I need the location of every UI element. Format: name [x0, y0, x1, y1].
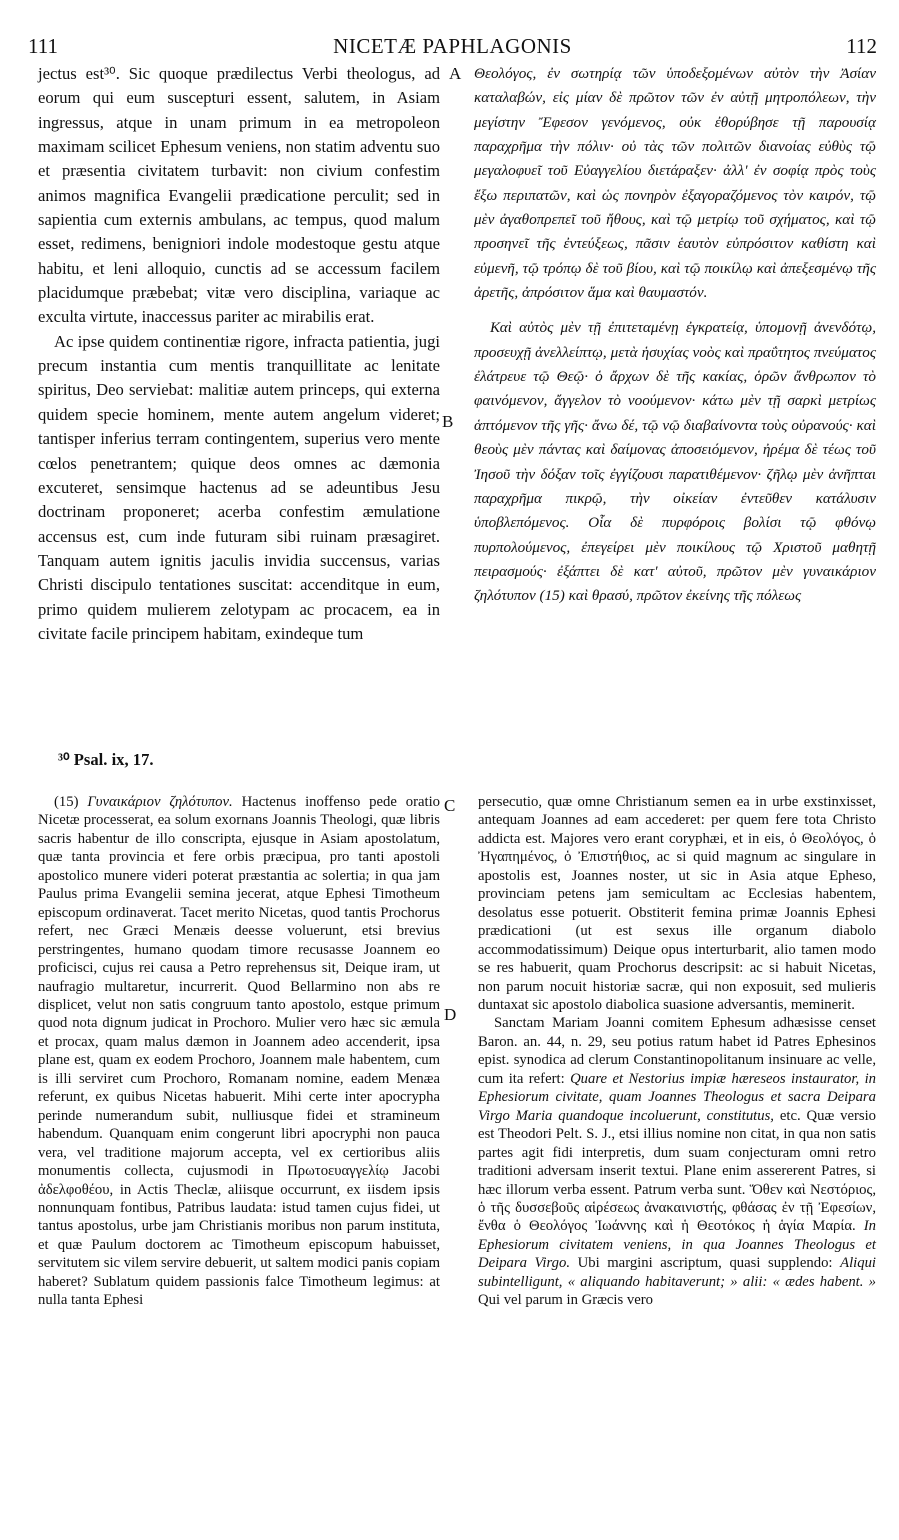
commentary-right-column	[478, 793, 876, 1310]
right-page-number: 112	[846, 34, 877, 58]
commentary-text-a: Sanctam Mariam Joanni comitem Ephesum adhæsisse censet Baron. an. 44, n. 29, seu potius ratum habet id Patres Ephesinos epist. synodica ad clerum Constantinopolitanum insinuare ac velle, cum ita refert:	[478, 1015, 876, 1087]
greek-text-column	[474, 62, 876, 609]
commentary-text-c: Ubi margini ascriptum, quasi supplendo:	[577, 1255, 833, 1272]
margin-marker-d: D	[444, 1005, 457, 1024]
footnote: ³⁰ Psal. ix, 17.	[58, 750, 154, 769]
note-lemma: Γυναικάριον ζηλότυπον.	[87, 794, 233, 810]
commentary-text-b: etc. Quæ versio est Theodori Pelt. S. J., etsi illius nomine non citat, in qua non satis partes agit fidi interpretis, dum suam conjecturam omni retro traditioni adversam inserit textui. Plane enim assererent Patres, si hæc illorum verba essent. Patrum verba sunt. Ὅθεν καὶ Νεστόριος, ὁ τῆς δυσσεβοῦς αἱρέσεως ἀνακαινιστής, φθάσας ἐν τῇ Ἐφεσίων, ἔνθα ὁ Θεολόγος Ἰωάννης καὶ ἡ Θεοτόκος ἡ ἁγία Μαρία.	[478, 1107, 877, 1235]
margin-marker-c: C	[444, 796, 456, 815]
latin-translation-column	[38, 62, 440, 646]
margin-marker-a: A	[449, 64, 462, 83]
note-text: Hactenus inoffenso pede oratio Nicetæ processerat, ea solum exornans Joannis Theologi, quæ libris sacris habentur de illo conscripta, ejusque in Asiam apostolatum, quæ tanta provincia et fere orbis præcipua, pro tanti apostoli apostolico munere videri poterat præstantia ac solertia; in qua jam Paulus prima Evangelii semina jecerat, atque Ephesi Timotheum episcopum ordinaverat. Tacet merito Nicetas, quod tantis Prochorus refert, nec Græci Menæis deesse voluerunt, etsi brevius perstringentes, humano quodam timore recusasse Joannem eo proficisci, cujus rei causa a Petro reprehensus sit, Deique iram, ut naufragio multaretur, incurrerit. Quod Bellarmino non abs re displicet, velut non satis congruum tanto apostolo, estque primum quod nota dignum judicat in Prochoro. Mulier vero hæc sic æmula et procax, quam malus dæmon in Joannem adeo accenderit, ipsa plane est, quam ex eodem Prochoro, Joannem male habentem, cum is illi serviret cum Prochoro, Romanam nomine, eadem Menæa referunt, ex quibus Nicetas habuerit. Mihi certe inter apocrypha perinde numerandum subit, nulliusque fidei et stramineum habendum. Quanquam enim congerunt libri apocryphi non pauca vera, vel traditione majorum accepta, vel ex certioribus aliis monumentis collecta, cujusmodi in Πρωτοευαγγελίῳ Jacobi ἀδελφοθέου, in Actis Theclæ, aliisque occurrunt, ex iisdem ipsis nonnunquam fontibus, Patribus laudata: istud tamen cujus fidei, ut tantus apostolus, urbe jam Christianis moribus non parum instituta, et quæ Paulum doctorem ac Timotheum episcopum habuisset, servitutem sic vilem servire debuerit, ut saltem modici panis copiam haberet? Sublatum quidem passionis falce Timotheum legimus: at nulla tanta Ephesi	[38, 794, 440, 1309]
commentary-paragraph-1: persecutio, quæ omne Christianum semen ea in urbe exstinxisset, antequam Joannes ad eam accederet: per quem fere tota Christo addicta est. Majores vero erant coryphæi, et in eis, ὁ Θεολόγος, ὁ Ἠγαπημένος, ὁ Ἐπιστήθιος, ac si quid magnum ac singulare in apostolis est, Joannes noster, ut sic in Asia atque Epheso, provinciam petens jam semicultam ac Ecclesias habentem, desolatus esse potuerit. Obstiterit femina primæ Joannis Ephesi prædicationi (ut est sexus ille organum diabolo accommodatissimum) Deique opus interturbarit, alio tamen modo se res habuerit, quam Prochorus descripsit: ac si habuit Nicetas, non parum nocuit historiæ sacræ, qui non exposuit, sed mulieris duntaxat sic apostolo diabolica suasione adversantis, meminerit.	[478, 794, 876, 1013]
margin-marker-b: B	[442, 412, 454, 431]
greek-paragraph-1: Θεολόγος, ἐν σωτηρίᾳ τῶν ὑποδεξομένων αὐτὸν τὴν Ἀσίαν καταλαβών, εἰς μίαν δὲ πρῶτον τῶν ἐν αὐτῇ μητροπόλεων, τὴν μεγίστην Ἔφεσον γενόμενος, οὐκ ἐθορύβησε τῇ παρουσίᾳ παραχρῆμα τὴν πόλιν· οὐ τὰς τῶν πολιτῶν διανοίας εὐθὺς τῷ μεγαλοφυεῖ τοῦ Εὐαγγελίου διετάραξεν· ἀλλ' ἐν σοφίᾳ πρὸς τοὺς ἔξω περιπατῶν, καὶ ὡς πονηρὸν ἐξαγοραζόμενος τὸν καιρόν, τῷ μὲν ἀγαθοπρεπεῖ τοῦ ἤθους, καὶ τῷ μετρίῳ τοῦ σχήματος, καὶ τῷ προσηνεῖ τῆς ἐντεύξεως, πᾶσιν ἑαυτὸν εὐπρόσιτον καθίστη καὶ εὐμενῆ, τῷ τρόπῳ δὲ τοῦ βίου, καὶ τῷ ποικίλῳ καὶ ἀπεξεσμένῳ τῆς ἀρετῆς, ἀπρόσιτον ἅμα καὶ θαυμαστόν.	[474, 65, 876, 302]
commentary-quote-1: Quare et Nestorius impiæ hæreseos instaurator, in Ephesiorum civitate, quam Joannes Theologus et sacra Deipara Virgo Maria quandoque incoluerunt, constitutus,	[478, 1070, 876, 1124]
latin-paragraph-2: Ac ipse quidem continentiæ rigore, infracta patientia, jugi precum instantia cum mentis tranquillitate ac lenitate spiritus, Deo serviebat: malitiæ autem princeps, qui externa quidem specie hominem, mente autem angelum videret; tantisper inferius terram contingentem, superius vero mente cœlos penetrantem; quique deos omnes ac dæmonia excuteret, sensimque hactenus ad se adeuntibus Jesu doctrinam proponeret; acerba confestim æmulatione accensus est, cum inde futuram sibi ruinam præsagiret. Tanquam autem ignitis jaculis invidia succensus, varias Christi discipulo tentationes suscitat: accenditque in eum, primo quidem mulierem zelotypam ac procacem, ea in civitate facile principem habitam, exindeque tum	[38, 331, 440, 643]
commentary-quote-3: Aliqui subintelligunt, « aliquando habitaverunt; » alii: « ædes habent. »	[478, 1255, 876, 1290]
commentary-left-column	[38, 793, 440, 1310]
commentary-text-d: Qui vel parum in Græcis vero	[478, 1292, 653, 1309]
left-page-number: 111	[28, 34, 58, 58]
latin-paragraph-1: jectus est³⁰. Sic quoque prædilectus Verbi theologus, ad eorum qui eum suscepturi essent, salutem, in Asiam ingressus, atque in unam primum in ea metropoleon maximam scilicet Ephesum veniens, non statim adventu suo et præsentia civitatem turbavit: non civium confestim animos magnifica Evangelii prædicatione perculit; sed in sapientia cum externis ambulans, ac tempus, quod malum esset, redimens, benigniori indole modestoque gestu atque habitu, et leni alloquio, cunctis ad se accessum facilem placidumque præbebat; vitæ vero disciplina, variaque ac exculta virtute, inaccessus pariter ac mirabilis erat.	[38, 64, 440, 327]
note-number: (15)	[54, 794, 79, 810]
greek-paragraph-2: Καὶ αὐτὸς μὲν τῇ ἐπιτεταμένῃ ἐγκρατείᾳ, ὑπομονῇ ἀνενδότῳ, προσευχῇ ἀνελλείπτῳ, μετὰ ἡσυχίας νοὸς καὶ πραΰτητος πνεύματος ἐλάτρευε τῷ Θεῷ· ὁ ἄρχων δὲ τῆς κακίας, ὁρῶν ἄνθρωπον τὸ φαινόμενον, ἄγγελον τὸ νοούμενον· κάτω μὲν τῇ σαρκὶ μετρίως ἁπτόμενον τῆς γῆς· ἄνω δέ, τῷ νῷ διαβαίνοντα τοὺς οὐρανούς· καὶ θεοὺς μὲν πάντας καὶ δαίμονας ἀποσειόμενον, ἠρέμα δὲ τέως τοῦ Ἰησοῦ τὴν δόξαν τοῖς ἐγγίζουσι παρατιθέμενον· ζῆλῳ μὲν ἀνῆπται παραχρῆμα πικρῷ, τὴν οἰκείαν ἐντεῦθεν κατάλυσιν ὑποβλεπόμενος. Οἷα δὲ πυρφόροις βολίσι τῷ φθόνῳ πυρπολούμενος, ἐπεγείρει μὲν ποικίλους τῷ Χριστοῦ μαθητῇ πειρασμούς· ἐξάπτει δὲ κατ' αὐτοῦ, πρῶτον μὲν γυναικάριον ζηλότυπον (15) καὶ θρασύ, πρῶτον ἐκείνης τῆς πόλεως	[474, 319, 876, 605]
commentary-quote-2: In Ephesiorum civitatem veniens, in qua Joannes Theologus et Deipara Virgo.	[478, 1218, 876, 1272]
running-title: NICETÆ PAPHLAGONIS	[333, 34, 572, 58]
commentary-paragraph-2	[478, 1014, 876, 1309]
running-header	[28, 34, 877, 60]
